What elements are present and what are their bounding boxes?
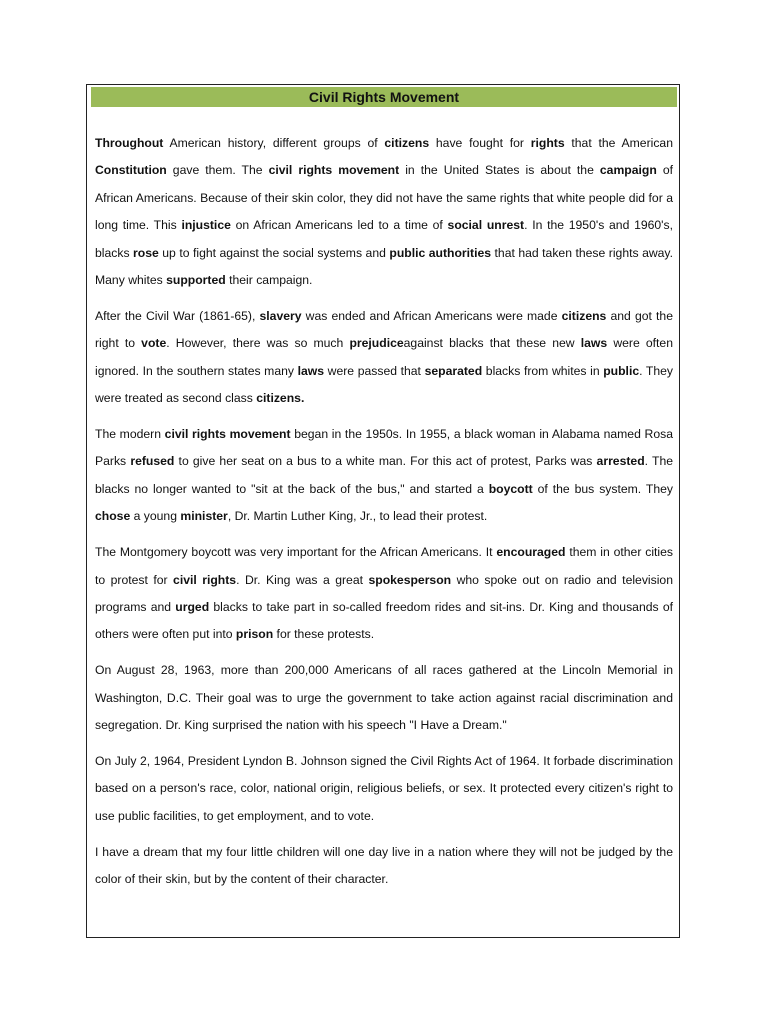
text-run: , Dr. Martin Luther King, Jr., to lead their protest.	[227, 509, 488, 524]
bold-term: campaign	[599, 163, 657, 178]
text-run: . Dr. King was a great	[236, 572, 369, 587]
text-run: and got the right to	[95, 308, 673, 351]
bold-term: social unrest	[447, 218, 525, 233]
bold-term: Constitution	[95, 163, 167, 178]
text-run: blacks to take part in so-called freedom rides and sit-ins. Dr. King and thousands of others were often put into	[95, 600, 673, 642]
text-run: who spoke out on radio and television programs and	[95, 572, 673, 614]
bold-term: urged	[175, 600, 210, 614]
text-run: of the bus system. They	[532, 481, 673, 496]
text-run: gave them. The	[166, 163, 269, 178]
text-run: The modern	[95, 427, 165, 442]
bold-term: civil rights movement	[268, 163, 400, 178]
document-frame	[86, 84, 680, 938]
paragraph-6	[95, 748, 673, 830]
text-run: The Montgomery boycott was very important for the African Americans. It	[95, 545, 497, 560]
bold-term: vote	[141, 336, 167, 351]
text-run: On July 2, 1964, President Lyndon B. Johnson signed the Civil Rights Act of 1964. It forbade discrimination based on a person's race, color, national origin, religious beliefs, or sex. It protected every citizen's right to use public facilities, to get employment, and to vote.	[95, 754, 673, 823]
document-title: Civil Rights Movement	[91, 87, 677, 107]
bold-term: Throughout	[95, 136, 164, 150]
text-run: against blacks that these new	[403, 336, 581, 351]
text-run: them in other cities to protest for	[95, 545, 673, 587]
text-run: up to fight against the social systems and	[158, 245, 390, 260]
bold-term: minister	[180, 509, 228, 524]
paragraph-2	[95, 303, 673, 413]
bold-term: civil rights movement	[164, 427, 291, 442]
text-run: of African Americans. Because of their skin color, they did not have the same rights that white people did for a long time. This	[95, 163, 674, 233]
text-run: After the Civil War (1861-65),	[95, 308, 260, 323]
text-run: on African Americans led to a time of	[230, 218, 448, 233]
text-run: . However, there was so much	[166, 336, 350, 351]
bold-term: laws	[297, 363, 325, 378]
document-body	[95, 130, 673, 902]
text-run: for these protests.	[273, 627, 375, 642]
text-run: that had taken these rights away. Many whites	[95, 245, 673, 288]
text-run: have fought for	[429, 136, 531, 150]
text-run: American history, different groups of	[163, 136, 385, 150]
text-run: their campaign.	[225, 273, 313, 288]
text-run: were passed that	[324, 363, 425, 378]
bold-term: boycott	[488, 481, 533, 496]
text-run: to give her seat on a bus to a white man. For this act of protest, Parks was	[174, 454, 597, 469]
bold-term: citizens	[384, 136, 430, 150]
bold-term: civil rights	[173, 572, 237, 587]
text-run: . They were treated as second class	[95, 363, 673, 406]
bold-term: citizens.	[256, 391, 305, 406]
bold-term: rights	[530, 136, 565, 150]
bold-term: encouraged	[496, 545, 566, 560]
bold-term: public	[603, 363, 640, 378]
bold-term: chose	[95, 509, 131, 524]
bold-term: public authorities	[389, 245, 492, 260]
bold-term: spokesperson	[368, 572, 452, 587]
bold-term: slavery	[259, 308, 302, 323]
bold-term: injustice	[181, 218, 231, 233]
bold-term: refused	[130, 454, 175, 469]
paragraph-5	[95, 657, 673, 739]
text-run: was ended and African Americans were made	[301, 308, 562, 323]
text-run: that the American	[564, 136, 673, 150]
text-run: . In the 1950's and 1960's, blacks	[95, 218, 673, 260]
text-run: began in the 1950s. In 1955, a black woman in Alabama named Rosa Parks	[95, 427, 673, 469]
text-run: a young	[130, 509, 181, 524]
paragraph-4	[95, 539, 673, 649]
bold-term: arrested	[596, 454, 645, 469]
bold-term: prison	[235, 627, 274, 642]
paragraph-7	[95, 839, 673, 894]
text-run: On August 28, 1963, more than 200,000 Americans of all races gathered at the Lincoln Memorial in Washington, D.C. Their goal was to urge the government to take action against racial discrimination and segregation. Dr. King surprised the nation with his speech "I Have a Dream."	[95, 663, 673, 733]
bold-term: prejudice	[349, 336, 404, 351]
paragraph-3	[95, 421, 673, 531]
text-run: . The blacks no longer wanted to "sit at the back of the bus," and started a	[95, 454, 674, 496]
paragraph-1	[95, 130, 673, 294]
bold-term: rose	[133, 245, 159, 260]
text-run: I have a dream that my four little children will one day live in a nation where they will not be judged by the color of their skin, but by the content of their character.	[95, 844, 673, 887]
text-run: in the United States is about the	[399, 163, 600, 178]
bold-term: citizens	[561, 308, 607, 323]
text-run: were often ignored. In the southern states many	[95, 336, 673, 378]
bold-term: supported	[166, 273, 226, 288]
bold-term: separated	[424, 363, 483, 378]
text-run: blacks from whites in	[482, 363, 604, 378]
bold-term: laws	[580, 336, 608, 351]
